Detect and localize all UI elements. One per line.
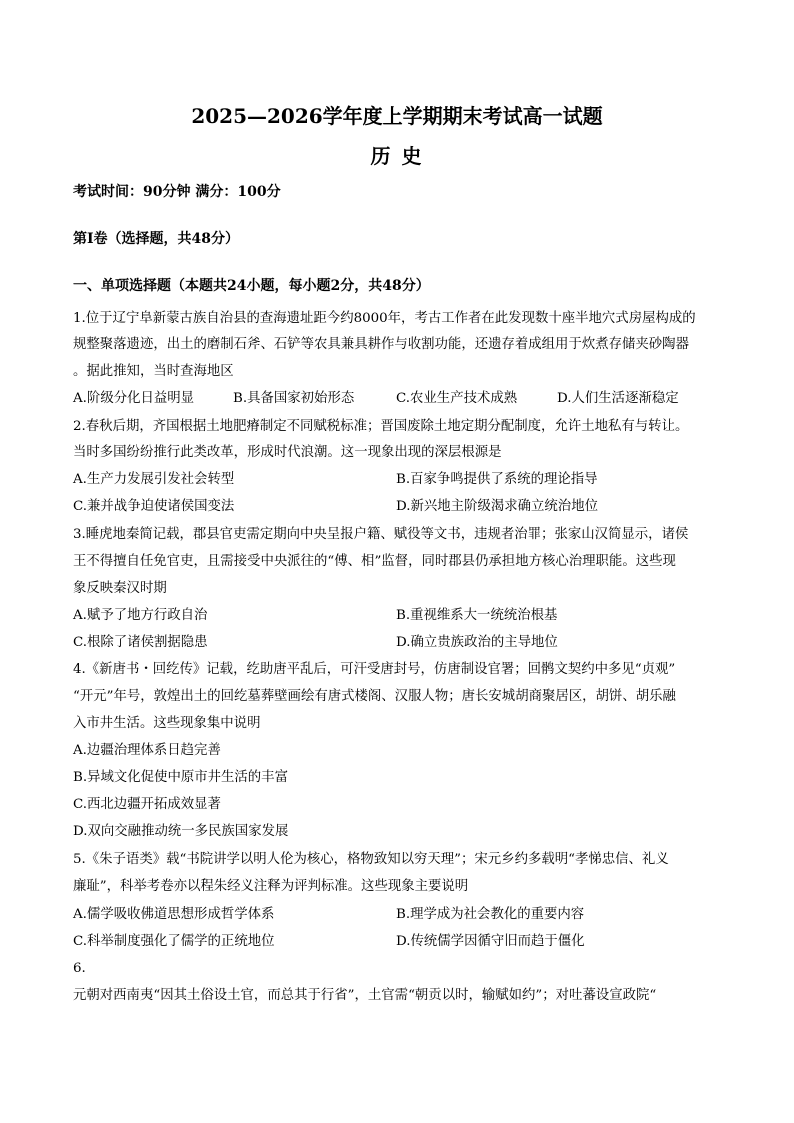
q3-stem-line-2: 王不得擅自任免官吏，且需接受中央派往的“傅、相”监督，同时郡县仍承担地方核心治理职能。这些现 (73, 554, 676, 569)
q6-stem-line-1: 元朝对西南夷“因其土俗设土官，而总其于行省”，土官需“朝贡以时，输赋如约”；对吐蕃设宣政院“ (73, 988, 657, 1003)
q5-option-b: B.理学成为社会教化的重要内容 (396, 907, 585, 922)
q4-stem-line-2: “开元”年号，敦煌出土的回纥墓葬壁画绘有唐式楼阁、汉服人物；唐长安城胡商聚居区，胡饼、胡乐融 (73, 689, 676, 704)
q5-stem-line-1: 5.《朱子语类》载“书院讲学以明人伦为核心，格物致知以穷天理”；宋元乡约多载明“孝悌忠信、礼义 (73, 852, 669, 867)
q2-option-d: D.新兴地主阶级渴求确立统治地位 (396, 499, 598, 514)
q3-stem-line-3: 象反映秦汉时期 (73, 581, 167, 596)
q5-option-a: A.儒学吸收佛道思想形成哲学体系 (73, 907, 275, 922)
q4-option-c: C.西北边疆开拓成效显著 (73, 797, 221, 812)
exam-title: 2025—2026学年度上学期期末考试高一试题 (191, 104, 603, 128)
q1-option-c: C.农业生产技术成熟 (396, 391, 518, 406)
q1-stem-line-3: 。据此推知，当时查海地区 (73, 364, 234, 379)
q4-stem-line-3: 入市井生活。这些现象集中说明 (73, 716, 261, 731)
q4-option-a: A.边疆治理体系日趋完善 (73, 743, 221, 758)
q2-option-b: B.百家争鸣提供了系统的理论指导 (396, 472, 598, 487)
q1-stem-line-2: 规整聚落遗迹，出土的磨制石斧、石铲等农具兼具耕作与收割功能，还遗存着成组用于炊煮存储夹砂陶器 (73, 337, 689, 352)
q2-stem-line-1: 2.春秋后期，齐国根据土地肥瘠制定不同赋税标准；晋国废除土地定期分配制度，允许土地私有与转让。 (73, 419, 689, 434)
section-heading: 一、单项选择题（本题共24小题，每小题2分，共48分） (73, 278, 430, 294)
q4-option-b: B.异域文化促使中原市井生活的丰富 (73, 770, 288, 785)
exam-info: 考试时间：90分钟 满分：100分 (73, 184, 281, 200)
q6-number: 6. (73, 961, 86, 976)
q3-option-b: B.重视维系大一统统治根基 (396, 608, 558, 623)
q3-option-a: A.赋予了地方行政自治 (73, 608, 208, 623)
q3-option-d: D.确立贵族政治的主导地位 (396, 635, 558, 650)
q5-option-d: D.传统儒学因循守旧而趋于僵化 (396, 934, 585, 949)
q2-option-c: C.兼并战争迫使诸侯国变法 (73, 499, 235, 514)
q1-option-a: A.阶级分化日益明显 (73, 391, 195, 406)
q5-stem-line-2: 廉耻”，科举考卷亦以程朱经义注释为评判标准。这些现象主要说明 (73, 879, 469, 894)
q2-stem-line-2: 当时多国纷纷推行此类改革，形成时代浪潮。这一现象出现的深层根源是 (73, 445, 502, 460)
q4-option-d: D.双向交融推动统一多民族国家发展 (73, 824, 289, 839)
q1-stem-line-1: 1.位于辽宁阜新蒙古族自治县的查海遗址距今约8000年，考古工作者在此发现数十座半地穴式房屋构成的 (73, 311, 696, 326)
q1-option-b: B.具备国家初始形态 (233, 391, 355, 406)
volume-heading: 第Ⅰ卷（选择题，共48分） (73, 231, 240, 247)
subject-title: 历 史 (370, 144, 424, 168)
q4-stem-line-1: 4.《新唐书・回纥传》记载，纥助唐平乱后，可汗受唐封号，仿唐制设官署；回鹘文契约中多见“贞观” (73, 662, 676, 677)
q3-stem-line-1: 3.睡虎地秦简记载，郡县官吏需定期向中央呈报户籍、赋役等文书，违规者治罪；张家山汉简显示，诸侯 (73, 527, 689, 542)
q3-option-c: C.根除了诸侯割据隐患 (73, 635, 208, 650)
q1-option-d: D.人们生活逐渐稳定 (557, 391, 679, 406)
q5-option-c: C.科举制度强化了儒学的正统地位 (73, 934, 275, 949)
q2-option-a: A.生产力发展引发社会转型 (73, 472, 235, 487)
